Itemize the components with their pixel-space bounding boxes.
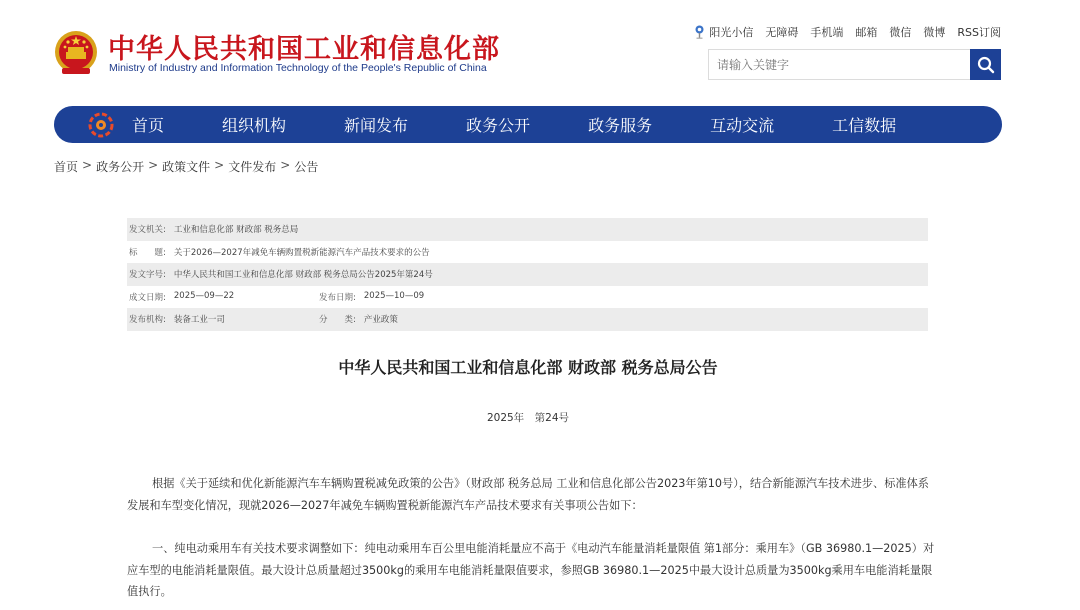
article-title: 中华人民共和国工业和信息化部 财政部 税务总局公告 xyxy=(338,358,718,377)
nav-item-gov-services[interactable]: 政务服务 xyxy=(588,116,653,135)
meta-published-value: 2025—10—09 xyxy=(363,290,425,301)
top-link-mail[interactable]: 邮箱 xyxy=(855,26,878,39)
article-paragraph-2: 一、纯电动乘用车有关技术要求调整如下：纯电动乘用车百公里电能消耗量应不高于《电动汽车能量消耗量限值 第1部分：乘用车》（GB 36980.1—2025）对应车型的电能消耗量限值。最大设计总质量超过3500kg的乘用车电能消耗量限值要求，参照GB 36980.1—2025中最大设计总质量为3500kg乘用车电能消耗量限值执行。 xyxy=(127,542,935,598)
top-link-weibo[interactable]: 微博 xyxy=(923,26,946,39)
site-title-cn[interactable]: 中华人民共和国工业和信息化部 xyxy=(108,34,500,65)
breadcrumb-sep: > xyxy=(82,158,93,172)
article-number: 2025年 第24号 xyxy=(486,412,570,424)
nav-item-data[interactable]: 工信数据 xyxy=(832,116,897,135)
nav-item-home[interactable]: 首页 xyxy=(132,116,165,135)
nav-item-gov-affairs[interactable]: 政务公开 xyxy=(466,116,531,135)
breadcrumb-gov-affairs[interactable]: 政务公开 xyxy=(96,160,145,174)
meta-title-label: 标 题: xyxy=(129,247,166,258)
meta-written-value: 2025—09—22 xyxy=(173,290,235,301)
search-box xyxy=(708,49,1001,80)
nav-item-organization[interactable]: 组织机构 xyxy=(222,116,287,135)
breadcrumb-doc-release[interactable]: 文件发布 xyxy=(228,160,277,174)
document-meta-table xyxy=(127,218,928,331)
breadcrumb-sep: > xyxy=(214,158,225,172)
meta-org-value: 装备工业一司 xyxy=(173,315,225,326)
top-link-wechat[interactable]: 微信 xyxy=(889,26,912,39)
nav-logo-icon[interactable] xyxy=(88,112,114,138)
search-button[interactable] xyxy=(970,49,1001,80)
breadcrumb xyxy=(54,158,318,175)
top-links xyxy=(694,24,1001,40)
national-emblem-icon[interactable] xyxy=(54,30,98,76)
breadcrumb-home[interactable]: 首页 xyxy=(54,160,79,174)
site-title-en[interactable]: Ministry of Industry and Information Technology of the People's Republic of China xyxy=(109,62,487,74)
meta-issuer-value: 工业和信息化部 财政部 税务总局 xyxy=(173,225,299,236)
top-link-label: 阳光小信 xyxy=(709,26,754,39)
meta-row-title xyxy=(127,241,928,264)
site-header xyxy=(0,0,1080,100)
article-paragraph-1: 根据《关于延续和优化新能源汽车车辆购置税减免政策的公告》（财政部 税务总局 工业和信息化部公告2023年第10号），结合新能源汽车技术进步、标准体系发展和车型变化情况，现就2026—2027年减免车辆购置税新能源汽车产品技术要求有关事项公告如下： xyxy=(127,477,929,512)
meta-category-value: 产业政策 xyxy=(363,315,398,326)
sunshine-pin-icon xyxy=(694,25,705,39)
breadcrumb-notice[interactable]: 公告 xyxy=(294,160,319,174)
meta-row-doc-no xyxy=(127,263,928,286)
nav-item-news[interactable]: 新闻发布 xyxy=(344,116,409,135)
search-input[interactable] xyxy=(709,50,971,79)
breadcrumb-sep: > xyxy=(280,158,291,172)
nav-items xyxy=(132,113,896,136)
top-link-sunshine[interactable] xyxy=(694,24,753,40)
top-link-mobile[interactable]: 手机端 xyxy=(810,26,844,39)
search-icon xyxy=(977,56,995,74)
meta-written-label: 成文日期: xyxy=(129,292,166,303)
main-nav xyxy=(54,106,1002,143)
meta-issuer-label: 发文机关: xyxy=(129,225,166,236)
meta-category-label: 分 类: xyxy=(319,315,356,326)
meta-doc-no-value: 中华人民共和国工业和信息化部 财政部 税务总局公告2025年第24号 xyxy=(173,270,433,281)
meta-doc-no-label: 发文字号: xyxy=(129,270,166,281)
meta-row-org xyxy=(127,308,928,331)
top-link-rss[interactable]: RSS订阅 xyxy=(957,26,1001,39)
meta-row-issuer xyxy=(127,218,928,241)
meta-title-value: 关于2026—2027年减免车辆购置税新能源汽车产品技术要求的公告 xyxy=(173,247,430,258)
breadcrumb-policy-docs[interactable]: 政策文件 xyxy=(162,160,211,174)
meta-row-dates xyxy=(127,286,928,309)
breadcrumb-sep: > xyxy=(148,158,159,172)
top-link-accessibility[interactable]: 无障碍 xyxy=(765,26,799,39)
meta-published-label: 发布日期: xyxy=(319,292,356,303)
meta-org-label: 发布机构: xyxy=(129,315,166,326)
nav-item-interaction[interactable]: 互动交流 xyxy=(710,116,775,135)
